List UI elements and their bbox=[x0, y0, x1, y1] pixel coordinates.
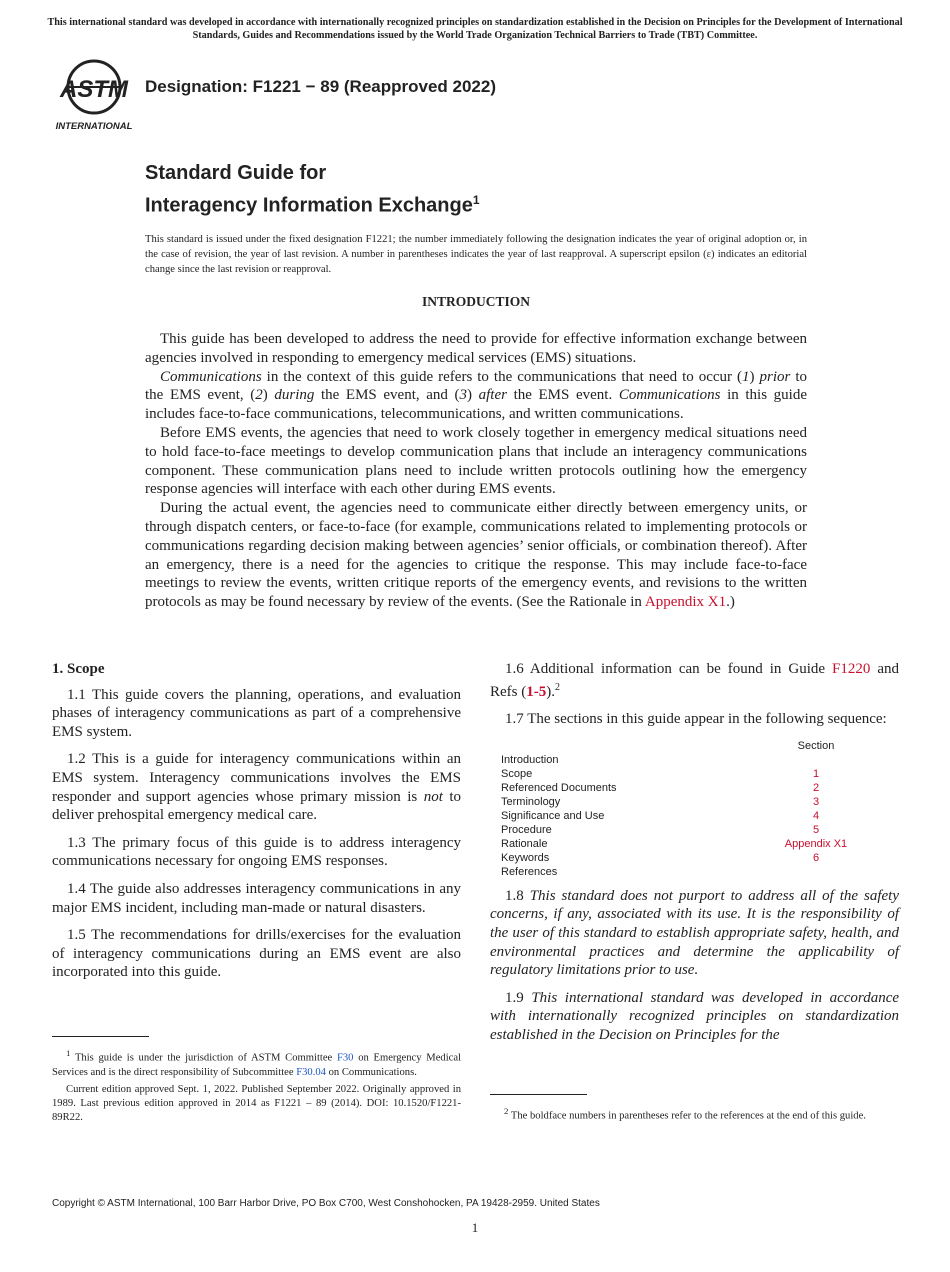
logo-caption: INTERNATIONAL bbox=[55, 121, 133, 132]
section-1-7: 1.7 The sections in this guide appear in the following sequence: bbox=[505, 711, 887, 728]
section-sequence-table bbox=[501, 739, 881, 879]
intro-paragraph-3: Before EMS events, the agencies that need to work closely together in emergency medical situations need to hold face-to-face meetings to develop communication plans that include an interagency communications component. These communication plans need to include written protocols outlining how the emergency response agencies will interface with each other during EMS events. bbox=[145, 424, 807, 498]
table-row: Terminology 3 bbox=[501, 795, 820, 808]
title-footnote-mark: 1 bbox=[472, 193, 480, 207]
section-1-4: 1.4 The guide also addresses interagency communications in any major EMS incident, including man-made or natural disasters. bbox=[52, 880, 461, 916]
footnote-divider bbox=[490, 1094, 587, 1095]
table-row: Referenced Documents 2 bbox=[501, 781, 820, 794]
section-1-5: 1.5 The recommendations for drills/exercises for the evaluation of interagency communications during an EMS event are also incorporated into this guide. bbox=[52, 927, 461, 981]
intro-paragraph-2: Communications in the context of this guide refers to the communications that need to occur (1) prior to the EMS event, (2) during the EMS event, and (3) after the EMS event. Communications in this guide includes face-to-face communications, telecommunications, and written communications. bbox=[145, 368, 808, 423]
logo-letters: ASTM bbox=[60, 76, 128, 103]
section-1-2: 1.2 This is a guide for interagency communications within an EMS system. Interagency communications involves the EMS responder and support agencies whose primary mission is not to deliver prehospital emergency medical care. bbox=[52, 751, 461, 824]
designation: Designation: F1221 − 89 (Reapproved 2022) bbox=[145, 77, 496, 96]
introduction-body bbox=[145, 330, 807, 612]
f1220-link[interactable]: F1220 bbox=[832, 661, 871, 677]
edition-note: Current edition approved Sept. 1, 2022. Published September 2022. Originally approved in 1989. Last previous edition approved in 2014 as F1221 – 89 (2014). DOI: 10.1520/F1221-89R22. bbox=[52, 1083, 461, 1123]
footnote-2-mark: 2 bbox=[555, 681, 560, 693]
title-line-1: Standard Guide for bbox=[145, 162, 327, 184]
footnotes-right bbox=[490, 1104, 899, 1124]
intro-paragraph-4: During the actual event, the agencies need to communicate either directly between emergency units, or through dispatch centers, or face-to-face (for example, communications related to implementing protocols or communications regarding decision making between agencies’ senior officials, or combination thereof). After an emergency, there is a need for the agencies to critique the response. This may include face-to-face meetings to review the events, written critique reports of the emergency events, and revisions to the written protocols as may be found necessary by review of the events. (See the Rationale in Appendix X1.) bbox=[145, 500, 807, 611]
scope-heading: 1. Scope bbox=[52, 661, 105, 677]
page-title bbox=[145, 160, 480, 220]
footnote-1: $^1$ This guide is under the jurisdiction of ASTM Committee F30 on Emergency Medical Services and is the direct responsibility of Subcommittee F30.04 on Communications. bbox=[52, 1048, 461, 1078]
section-1-9: 1.9 This international standard was developed in accordance with internationally recognized principles on standardization established in the Decision on Principles for the bbox=[490, 989, 900, 1043]
table-row: References bbox=[501, 865, 558, 878]
table-row: Keywords 6 bbox=[501, 851, 820, 864]
footnotes-left bbox=[52, 1046, 461, 1128]
copyright-notice: Copyright © ASTM International, 100 Barr Harbor Drive, PO Box C700, West Conshohocken, PA 19428-2959. United States bbox=[52, 1198, 600, 1209]
wto-banner: This international standard was developed in accordance with internationally recognized principles on standardization established in the Decision on Principles for the Development of International Standards, Guides and Recommendations issued by the World Trade Organization Technical Barriers to Trade (TBT) Committee. bbox=[47, 17, 903, 41]
issuance-note: This standard is issued under the fixed designation F1221; the number immediately following the designation indicates the year of original adoption or, in the case of revision, the year of last revision. A number in parentheses indicates the year of last reapproval. A superscript epsilon (ε) indicates an editorial change since the last revision or reapproval. bbox=[145, 234, 807, 275]
table-header: Section bbox=[797, 739, 835, 752]
f30-04-link[interactable]: F30.04 bbox=[296, 1066, 326, 1078]
astm-logo bbox=[52, 58, 136, 132]
introduction-heading: INTRODUCTION bbox=[421, 294, 530, 309]
section-1-6: 1.6 Additional information can be found in Guide F1220 and Refs (1-5).$^2$ bbox=[490, 661, 899, 700]
refs-link[interactable]: 1-5 bbox=[526, 683, 547, 700]
table-row: Introduction bbox=[501, 753, 559, 766]
footnote-divider bbox=[52, 1036, 149, 1037]
left-column bbox=[52, 660, 461, 991]
appendix-x1-link[interactable]: Appendix X1 bbox=[644, 594, 727, 611]
section-1-1: 1.1 This guide covers the planning, operations, and evaluation phases of interagency communications as part of a comprehensive EMS system. bbox=[52, 686, 461, 740]
title-line-2: Interagency Information Exchange$^1$ bbox=[145, 193, 480, 217]
table-row: Procedure 5 bbox=[501, 823, 820, 836]
f30-link[interactable]: F30 bbox=[336, 1052, 354, 1064]
footnote-2: $^2$ The boldface numbers in parentheses refer to the references at the end of this guide. bbox=[504, 1106, 866, 1122]
section-1-3: 1.3 The primary focus of this guide is to address interagency communications necessary for ongoing EMS responses. bbox=[52, 834, 461, 870]
table-row: Scope 1 bbox=[501, 767, 820, 780]
table-row: Rationale Appendix X1 bbox=[501, 837, 848, 850]
intro-paragraph-1: This guide has been developed to address the need to provide for effective information exchange between agencies involved in responding to emergency medical services (EMS) situations. bbox=[145, 331, 807, 366]
astm-logo-icon bbox=[52, 58, 136, 132]
section-1-8: 1.8 This standard does not purport to address all of the safety concerns, if any, associated with its use. It is the responsibility of the user of this standard to establish appropriate safety, health, and environmental practices and determine the applicability of regulatory limitations prior to use. bbox=[490, 887, 900, 979]
page-number: 1 bbox=[471, 1220, 479, 1235]
right-column bbox=[490, 660, 899, 1054]
table-row: Significance and Use 4 bbox=[501, 809, 820, 822]
